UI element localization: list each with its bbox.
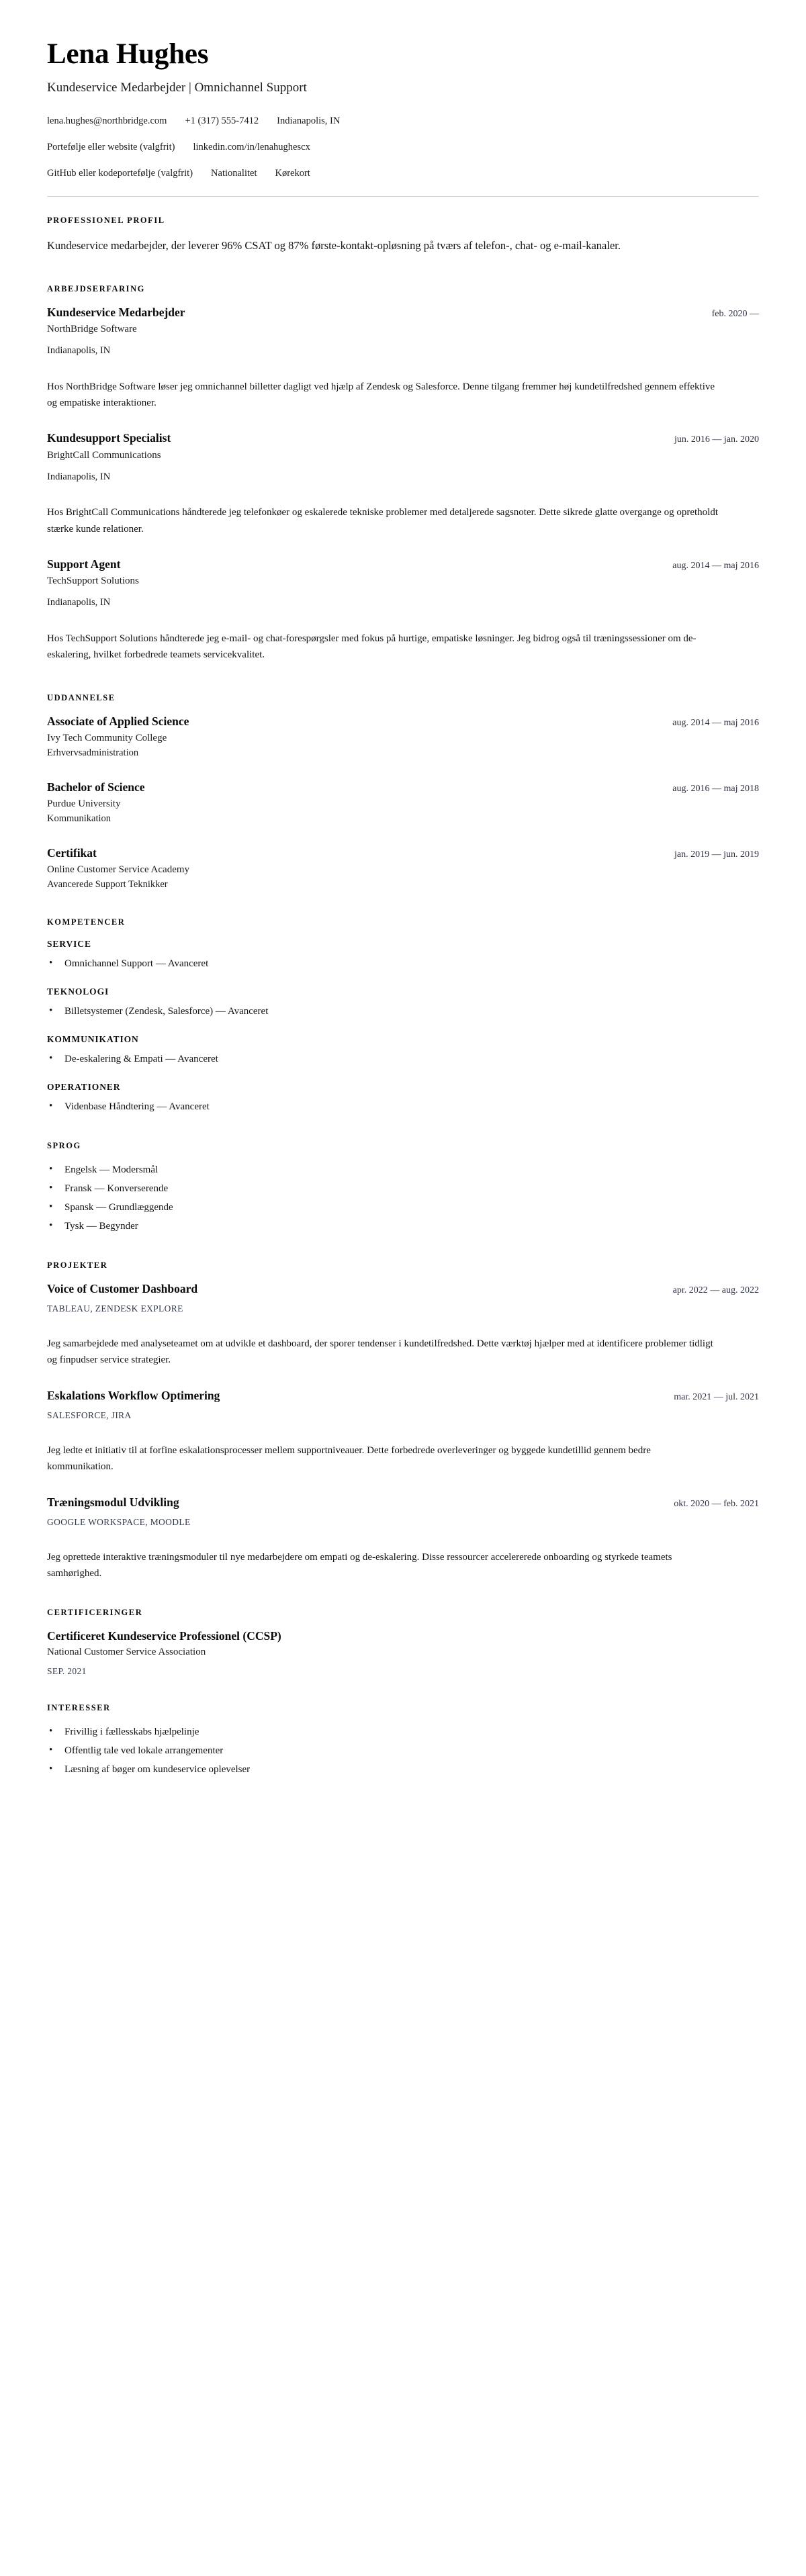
experience-entry [47, 557, 759, 663]
resume-header [47, 39, 759, 181]
contact-line-extra [47, 167, 759, 180]
certification-issuer: National Customer Service Association [47, 1647, 206, 1658]
skill-list [47, 956, 759, 972]
experience-date: feb. 2020 — [711, 308, 759, 319]
project-entry [47, 1282, 759, 1369]
skill-category-label: KOMMUNIKATION [47, 1034, 139, 1045]
skill-group [47, 1082, 759, 1115]
interest-list [47, 1724, 759, 1778]
section-experience [47, 284, 759, 663]
experience-company: NorthBridge Software [47, 323, 137, 334]
language-item: • Tysk — Begynder [47, 1219, 759, 1234]
experience-location: Indianapolis, IN [47, 345, 111, 357]
education-entry-head [47, 715, 759, 729]
section-languages [47, 1141, 759, 1235]
header-divider [47, 196, 759, 197]
section-title-languages: SPROG [47, 1140, 81, 1150]
education-entry-head [47, 780, 759, 795]
education-entry [47, 846, 759, 892]
candidate-name: Lena Hughes [47, 38, 209, 70]
contact-github-placeholder[interactable]: GitHub eller kodeportefølje (valgfrit) [47, 168, 193, 179]
section-title-experience: ARBEJDSERFARING [47, 283, 145, 293]
project-tech-tags: SALESFORCE, JIRA [47, 1410, 132, 1420]
contact-linkedin[interactable]: linkedin.com/in/lenahughescx [193, 142, 310, 153]
project-tech-tags: TABLEAU, ZENDESK EXPLORE [47, 1303, 183, 1314]
project-entry [47, 1496, 759, 1582]
contact-nationality-placeholder[interactable]: Nationalitet [211, 168, 257, 179]
project-date: apr. 2022 — aug. 2022 [672, 1285, 759, 1295]
skill-list [47, 1004, 759, 1019]
contact-portfolio-placeholder[interactable]: Portefølje eller website (valgfrit) [47, 142, 175, 153]
section-title-education: UDDANNELSE [47, 692, 116, 702]
language-item: • Engelsk — Modersmål [47, 1162, 759, 1178]
section-title-profile: PROFESSIONEL PROFIL [47, 215, 165, 225]
education-school: Ivy Tech Community College [47, 732, 167, 743]
education-school: Purdue University [47, 798, 121, 809]
skill-group [47, 986, 759, 1019]
contact-line-primary [47, 114, 759, 128]
certification-name: Certificeret Kundeservice Professionel (CCSP) [47, 1628, 281, 1643]
skill-item: • Videnbase Håndtering — Avanceret [47, 1099, 759, 1115]
interest-item: • Frivillig i fællesskabs hjælpelinje [47, 1724, 759, 1740]
education-field: Erhvervsadministration [47, 747, 139, 758]
section-projects [47, 1260, 759, 1582]
contact-phone[interactable]: +1 (317) 555-7412 [185, 115, 259, 126]
interest-item: • Læsning af bøger om kundeservice oplevelser [47, 1762, 759, 1778]
language-item: • Spansk — Grundlæggende [47, 1200, 759, 1215]
education-date: aug. 2016 — maj 2018 [672, 783, 759, 794]
education-school: Online Customer Service Academy [47, 864, 190, 875]
experience-location: Indianapolis, IN [47, 471, 111, 482]
experience-location: Indianapolis, IN [47, 597, 111, 608]
language-item: • Fransk — Konverserende [47, 1181, 759, 1197]
experience-entry [47, 306, 759, 412]
section-title-skills: KOMPETENCER [47, 917, 126, 927]
experience-role: Kundesupport Specialist [47, 431, 171, 445]
project-description: Jeg samarbejdede med analyseteamet om at udvikle et dashboard, der sporer tendenser i kundetilfredshed. Dette værktøj hjælper med at identificere problemer tidligt og finpudser service strategier. [47, 1338, 713, 1366]
profile-summary-text: Kundeservice medarbejder, der leverer 96% CSAT og 87% første-kontakt-opløsning på tværs af telefon-, chat- og e-mail-kanaler. [47, 238, 621, 252]
skill-group [47, 939, 759, 972]
project-name: Voice of Customer Dashboard [47, 1281, 198, 1295]
skill-item: • Billetsystemer (Zendesk, Salesforce) — Avanceret [47, 1004, 759, 1019]
skill-category-label: SERVICE [47, 938, 91, 949]
contact-email[interactable]: lena.hughes@northbridge.com [47, 115, 167, 126]
education-degree: Associate of Applied Science [47, 714, 189, 728]
project-entry-head [47, 1389, 759, 1404]
skill-item: • De-eskalering & Empati — Avanceret [47, 1052, 759, 1067]
section-certifications [47, 1608, 759, 1677]
project-description: Jeg ledte et initiativ til at forfine eskalationsprocesser mellem supportniveauer. Dette forbedrede overleveringer og byggede kundetillid gennem bedre kommunikation. [47, 1444, 651, 1473]
experience-description: Hos TechSupport Solutions håndterede jeg e-mail- og chat-forespørgsler med fokus på hurtige, empatiske løsninger. Jeg bidrog også til træningssessioner om de-eskalering, hvilket forbedrede teamets servicekvalitet. [47, 633, 697, 661]
experience-entry-head [47, 306, 759, 320]
project-name: Træningsmodul Udvikling [47, 1495, 179, 1509]
candidate-headline: Kundeservice Medarbejder | Omnichannel Support [47, 81, 307, 95]
experience-entry [47, 431, 759, 537]
experience-company: BrightCall Communications [47, 449, 161, 461]
section-title-certifications: CERTIFICERINGER [47, 1607, 143, 1617]
certification-date: SEP. 2021 [47, 1665, 87, 1676]
experience-role: Support Agent [47, 557, 121, 571]
education-field: Kommunikation [47, 813, 111, 824]
project-entry-head [47, 1496, 759, 1510]
skill-list [47, 1099, 759, 1115]
education-degree: Bachelor of Science [47, 780, 145, 794]
experience-description: Hos BrightCall Communications håndterede jeg telefonkøer og eskalerede tekniske problemer med detaljerede sagsnoter. Dette sikrede glatte overgange og opretholdt stærke kunde relationer. [47, 507, 718, 535]
section-skills [47, 917, 759, 1115]
experience-description: Hos NorthBridge Software løser jeg omnichannel billetter dagligt ved hjælp af Zendesk og Salesforce. Denne tilgang fremmer høj kundetilfredshed gennem effektive og empatiske interaktioner. [47, 381, 715, 409]
project-entry-head [47, 1282, 759, 1297]
contact-driving-licence-placeholder[interactable]: Kørekort [275, 168, 310, 179]
education-entry [47, 780, 759, 826]
project-tech-tags: GOOGLE WORKSPACE, MOODLE [47, 1516, 191, 1527]
project-entry [47, 1389, 759, 1475]
experience-date: aug. 2014 — maj 2016 [672, 560, 759, 571]
skill-category-label: TEKNOLOGI [47, 986, 109, 997]
experience-entry-head [47, 557, 759, 572]
education-field: Avancerede Support Teknikker [47, 879, 168, 890]
contact-line-web [47, 140, 759, 154]
language-list [47, 1162, 759, 1235]
experience-role: Kundeservice Medarbejder [47, 305, 185, 319]
experience-date: jun. 2016 — jan. 2020 [674, 434, 759, 445]
education-entry [47, 715, 759, 760]
section-interests [47, 1703, 759, 1778]
skill-item: • Omnichannel Support — Avanceret [47, 956, 759, 972]
experience-company: TechSupport Solutions [47, 576, 139, 587]
education-date: jan. 2019 — jun. 2019 [674, 849, 759, 860]
certification-entry [47, 1629, 759, 1677]
section-title-interests: INTERESSER [47, 1702, 111, 1712]
section-title-projects: PROJEKTER [47, 1260, 108, 1270]
education-date: aug. 2014 — maj 2016 [672, 717, 759, 728]
project-description: Jeg oprettede interaktive træningsmoduler til nye medarbejdere om empati og de-eskalering. Disse ressourcer accelererede onboarding og styrkede teamets samhørighed. [47, 1551, 672, 1579]
interest-item: • Offentlig tale ved lokale arrangementer [47, 1743, 759, 1759]
project-date: mar. 2021 — jul. 2021 [674, 1391, 759, 1402]
project-date: okt. 2020 — feb. 2021 [674, 1498, 759, 1509]
experience-entry-head [47, 431, 759, 446]
skill-list [47, 1052, 759, 1067]
contact-location: Indianapolis, IN [277, 115, 341, 126]
section-education [47, 693, 759, 892]
skill-category-label: OPERATIONER [47, 1082, 121, 1093]
section-profile [47, 216, 759, 255]
education-entry-head [47, 846, 759, 861]
project-name: Eskalations Workflow Optimering [47, 1388, 220, 1402]
skill-group [47, 1034, 759, 1067]
education-degree: Certifikat [47, 845, 97, 860]
